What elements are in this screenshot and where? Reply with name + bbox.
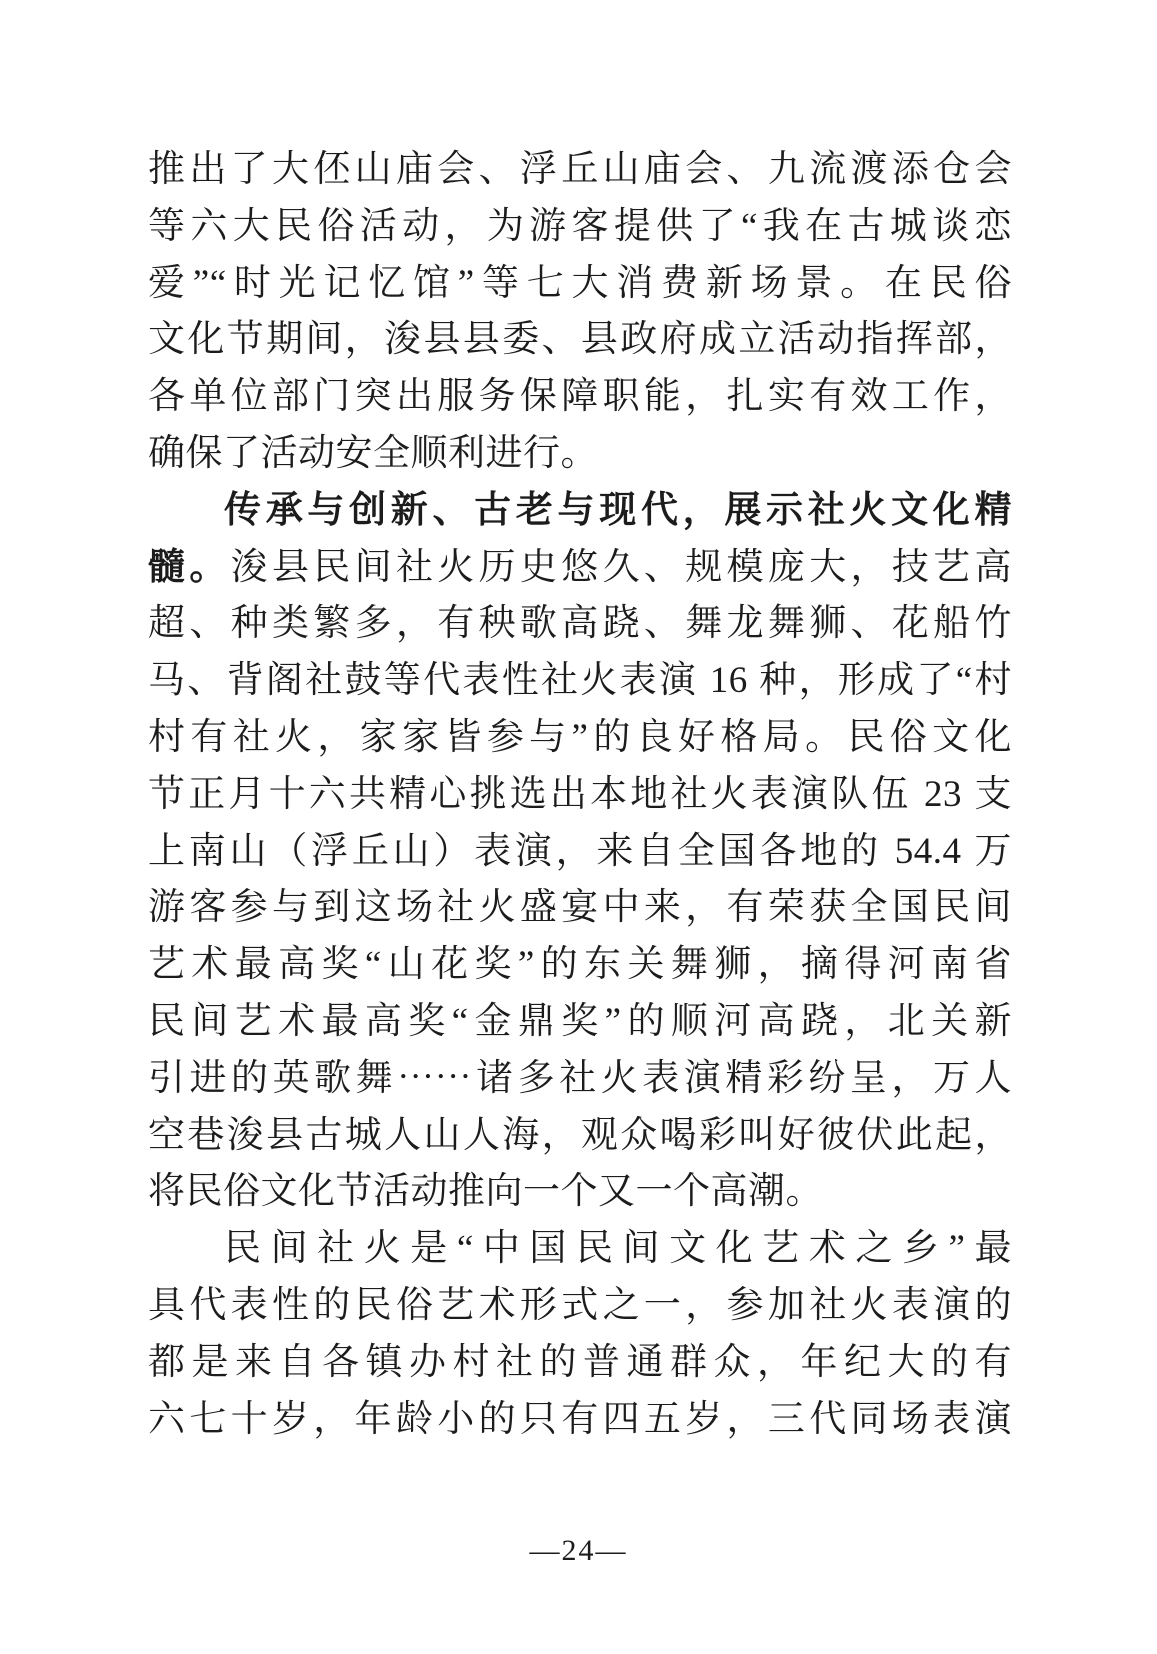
line-text: 都是来自各镇办村社的普通群众，年纪大的有 [148,1341,1012,1383]
text-line [148,937,1012,994]
line-text: 六七十岁，年龄小的只有四五岁，三代同场表演 [148,1398,1012,1440]
line-text: 推出了大伾山庙会、浮丘山庙会、九流渡添仓会 [148,149,1012,190]
text-line [148,426,1012,483]
line-text: 民间艺术最高奖“金鼎奖”的顺河高跷，北关新 [148,1000,1012,1042]
line-text: 文化节期间，浚县县委、县政府成立活动指挥部， [148,319,1012,361]
line-text: 具代表性的民俗艺术形式之一，参加社火表演的 [148,1284,1012,1326]
text-line [148,1051,1012,1108]
line-text: 上南山（浮丘山）表演，来自全国各地的 54.4 万 [148,830,1012,872]
line-text: 将民俗文化节活动推向一个又一个高潮。 [148,1171,823,1213]
text-line [148,880,1012,937]
text-line [148,142,1012,199]
line-text: 确保了活动安全顺利进行。 [148,432,598,474]
text-line [148,824,1012,881]
text-line [148,710,1012,767]
text-line [148,256,1012,313]
line-text: 民间社火是“中国民间文化艺术之乡”最 [224,1228,1012,1270]
line-text: 爱”“时光记忆馆”等七大消费新场景。在民俗 [148,262,1012,304]
line-text: 艺术最高奖“山花奖”的东关舞狮，摘得河南省 [148,944,1012,986]
line-text-emphasis: 髓。 [148,546,231,588]
text-line [148,483,1012,540]
text-line [148,312,1012,369]
text-line [148,1335,1012,1392]
text-line [148,540,1012,597]
line-text-emphasis: 传承与创新、古老与现代，展示社火文化精 [224,489,1012,531]
text-line [148,596,1012,653]
page-number: —24— [529,1534,628,1567]
line-text: 浚县民间社火历史悠久、规模庞大，技艺高 [230,546,1012,588]
text-line [148,369,1012,426]
line-text: 各单位部门突出服务保障职能，扎实有效工作， [148,376,1012,418]
text-line [148,653,1012,710]
line-text: 村有社火，家家皆参与”的良好格局。民俗文化 [148,716,1012,758]
line-text: 空巷浚县古城人山人海，观众喝彩叫好彼伏此起， [148,1114,1012,1156]
text-line [148,1164,1012,1221]
line-text: 等六大民俗活动，为游客提供了“我在古城谈恋 [148,205,1012,247]
line-text: 引进的英歌舞⋯⋯诸多社火表演精彩纷呈，万人 [148,1057,1012,1099]
line-text: 超、种类繁多，有秧歌高跷、舞龙舞狮、花船竹 [148,603,1012,645]
text-line [148,1108,1012,1165]
text-line [148,1392,1012,1449]
text-line [148,1278,1012,1335]
text-line [148,767,1012,824]
line-text: 节正月十六共精心挑选出本地社火表演队伍 23 支 [148,773,1012,815]
text-line [148,994,1012,1051]
text-line [148,199,1012,256]
document-body [148,142,1012,1448]
line-text: 马、背阁社鼓等代表性社火表演 16 种，形成了“村 [148,660,1012,702]
text-line [148,1221,1012,1278]
line-text: 游客参与到这场社火盛宴中来，有荣获全国民间 [148,887,1012,929]
